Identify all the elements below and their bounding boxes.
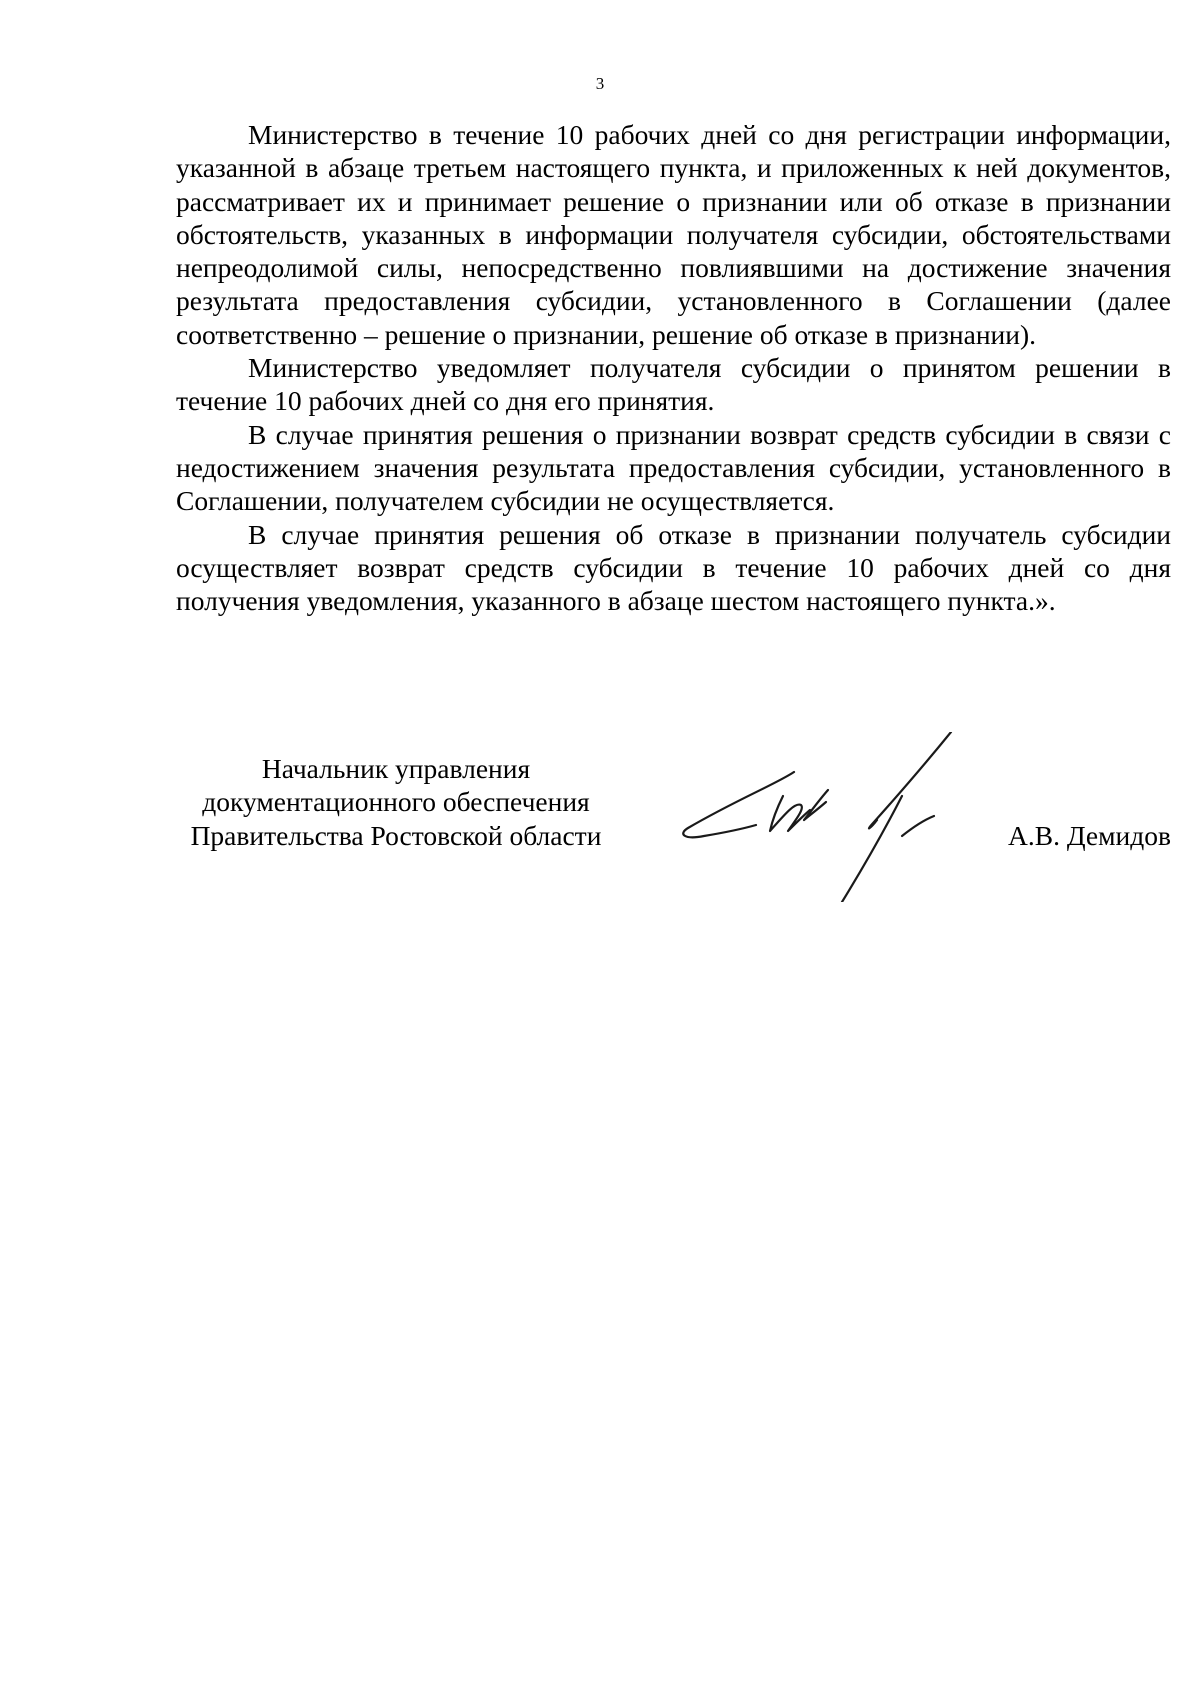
paragraph-recognition-case: В случае принятия решения о признании возврат средств субсидии в связи с недостижением значения результата предоставления субсидии, установленного в Соглашении, получателем субсидии не осуществляется.	[176, 418, 1171, 517]
signer-position-line: Правительства Ростовской области	[190, 819, 602, 851]
signature-block	[176, 752, 1171, 922]
paragraph-notification: Министерство уведомляет получателя субсидии о принятом решении в течение 10 рабочих дней со дня его принятия.	[176, 352, 1171, 417]
signer-position-line: Начальник управления	[261, 753, 531, 784]
signer-position	[176, 752, 616, 852]
page-number: 3	[595, 74, 605, 93]
paragraph-decision-procedure: Министерство в течение 10 рабочих дней со дня регистрации информации, указанной в абзаце третьем настоящего пункта, и приложенных к ней документов, рассматривает их и принимает решение о признании или об отказе в признании обстоятельств, указанных в информации получателя субсидии, обстоятельствами непреодолимой силы, непосредственно повлиявшими на достижение значения результата предоставления субсидии, установленного в Соглашении (далее соответственно – решение о признании, решение об отказе в признании).	[176, 119, 1171, 350]
document-body	[176, 118, 1171, 617]
signer-position-line: документационного обеспечения	[202, 786, 590, 818]
signer-name: А.В. Демидов	[1008, 820, 1171, 851]
paragraph-refusal-case: В случае принятия решения об отказе в признании получатель субсидии осуществляет возврат средств субсидии в течение 10 рабочих дней со дня получения уведомления, указанного в абзаце шестом настоящего пункта.».	[176, 518, 1171, 617]
handwritten-signature-icon	[676, 732, 986, 902]
